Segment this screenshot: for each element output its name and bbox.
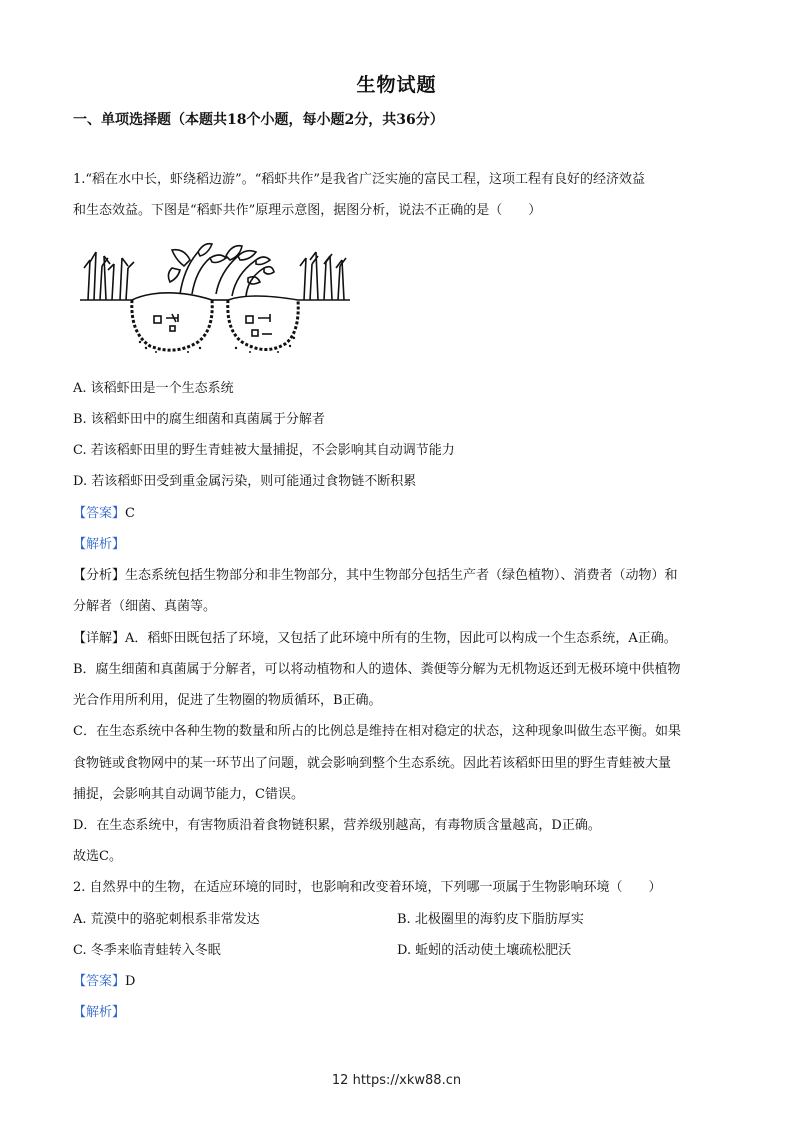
fenxi-text1: 生态系统包括生物部分和非生物部分，其中生物部分包括生产者（绿色植物）、消费者（动物）和 [125,568,678,583]
q2-option-c: C. 冬季来临青蛙转入冬眠 [73,943,221,958]
page-footer: 12 https://xkw88.cn [331,1073,462,1088]
answer-value: C [125,506,135,521]
q1-fenxi-line2: 分解者（细菌、真菌等。 [73,599,217,614]
q1-xiangjie-c2: 食物链或食物网中的某一环节出了问题，就会影响到整个生态系统。因此若该稻虾田里的野生青蛙被大量 [73,756,672,771]
answer-value: D [125,974,136,989]
fenxi-tag: 【分析】 [73,568,126,583]
q1-option-b: B. 该稻虾田中的腐生细菌和真菌属于分解者 [73,412,325,427]
q1-xiangjie-b1: B．腐生细菌和真菌属于分解者，可以将动植物和人的遗体、粪便等分解为无机物返还到无极环境中供植物 [73,662,681,677]
q1-xiangjie-d: D．在生态系统中，有害物质沿着食物链积累，营养级别越高，有毒物质含量越高，D正确。 [73,818,601,833]
q2-stem: 2. 自然界中的生物，在适应环境的同时，也影响和改变着环境，下列哪一项属于生物影响环境（ ） [73,880,662,895]
rice-shrimp-field-diagram-icon [80,238,350,360]
q1-xiangjie-c1: C．在生态系统中各种生物的数量和所占的比例总是维持在相对稳定的状态，这种现象叫做生态平衡。如果 [73,724,681,739]
q1-option-d: D. 若该稻虾田受到重金属污染，则可能通过食物链不断积累 [73,474,417,489]
q1-stem-line2: 和生态效益。下图是“稻虾共作”原理示意图，据图分析，说法不正确的是（ ） [73,203,542,218]
q1-option-c: C. 若该稻虾田里的野生青蛙被大量捕捉，不会影响其自动调节能力 [73,443,455,458]
section-heading: 一、单项选择题（本题共18个小题，每小题2分，共36分） [73,112,444,128]
q1-xiangjie-b2: 光合作用所利用，促进了生物圈的物质循环，B正确。 [73,693,382,708]
q1-fenxi-line1 [73,567,733,585]
q1-xiangjie-a [73,630,733,648]
q1-stem-line1: 1.“稻在水中长，虾绕稻边游”。“稻虾共作”是我省广泛实施的富民工程，这项工程有良好的经济效益 [73,172,645,187]
q1-answer [73,505,733,523]
q2-option-b: B. 北极圈里的海豹皮下脂肪厚实 [397,912,584,927]
q2-analysis-heading [73,1004,733,1022]
q1-analysis-heading [73,536,733,554]
q1-option-a: A. 该稻虾田是一个生态系统 [73,381,234,396]
q2-option-d: D. 蚯蚓的活动使土壤疏松肥沃 [397,943,572,958]
q1-xiangjie-c3: 捕捉，会影响其自动调节能力，C错误。 [73,787,304,802]
xiangjie-a-text: A．稻虾田既包括了环境，又包括了此环境中所有的生物，因此可以构成一个生态系统，A正确。 [125,631,677,646]
answer-tag: 【答案】 [73,974,126,989]
q2-option-a: A. 荒漠中的骆驼刺根系非常发达 [73,912,260,927]
analysis-tag: 【解析】 [73,537,126,552]
page-title: 生物试题 [356,74,437,96]
answer-tag: 【答案】 [73,506,126,521]
q1-conclusion: 故选C。 [73,849,122,864]
q2-answer [73,973,733,991]
analysis-tag: 【解析】 [73,1005,126,1020]
xiangjie-tag: 【详解】 [73,631,126,646]
